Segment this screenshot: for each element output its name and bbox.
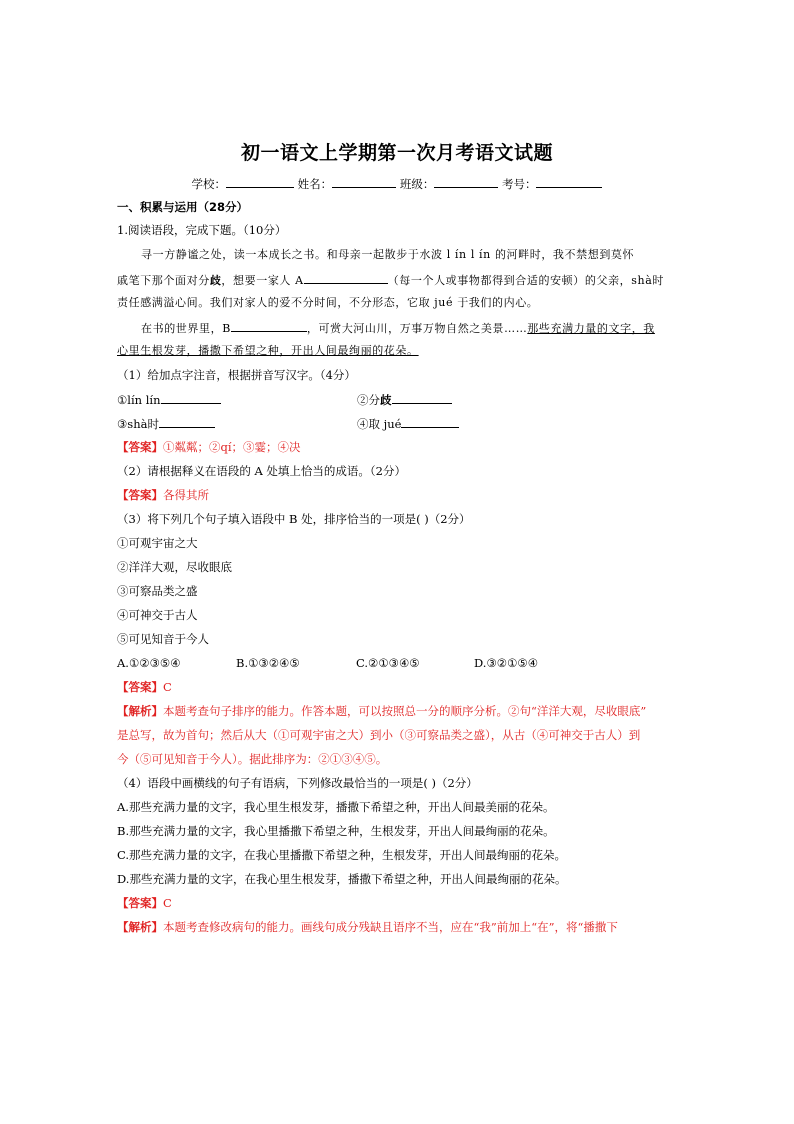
answer-line: [117, 439, 301, 455]
class-label: 班级：: [399, 177, 435, 191]
answer-line: [117, 487, 209, 503]
answer-tag: 【答案】: [117, 440, 163, 454]
analysis-tag: 【解析】: [117, 704, 163, 718]
number-blank[interactable]: [536, 175, 602, 188]
passage-text: ，可赏大河山川，万事万物自然之美景……: [306, 322, 528, 335]
sub-question-1-stem: （1）给加点字注音，根据拼音写汉字。（4分）: [117, 368, 356, 382]
choice-option-d[interactable]: D.那些充满力量的文字，在我心里生根发芽，播撒下希望之种，开出人间最绚丽的花朵。: [117, 872, 567, 886]
passage-text: ，想要一家人 A: [221, 274, 304, 287]
sentence-item: ③可察品类之盛: [117, 584, 198, 598]
answer-text: C: [163, 896, 172, 910]
choice-option-d[interactable]: D.③②①⑤④: [474, 656, 539, 670]
fill-blank[interactable]: [159, 415, 215, 428]
passage-line: [117, 271, 664, 289]
dotted-char: 歧: [380, 393, 392, 407]
class-blank[interactable]: [434, 175, 498, 188]
analysis-line: [117, 703, 646, 719]
answer-tag: 【答案】: [117, 680, 163, 694]
fill-item-a: [117, 391, 221, 408]
sentence-item: ①可观宇宙之大: [117, 536, 198, 550]
analysis-text: 是总写，故为首句；然后从大（①可观宇宙之大）到小（③可察品类之盛），从古（④可神交于古人）到: [117, 728, 641, 742]
question-1-stem: 1.阅读语段，完成下题。（10分）: [117, 223, 287, 237]
fill-item-label: ④取 jué: [357, 417, 402, 431]
fill-item-b: [357, 391, 452, 408]
answer-line: [117, 679, 172, 695]
choice-option-b[interactable]: B.那些充满力量的文字，我心里播撒下希望之种，生根发芽，开出人间最绚丽的花朵。: [117, 824, 555, 838]
passage-text: 寻一方静谧之处，读一本成长之书。和母亲一起散步于水波: [141, 248, 443, 261]
analysis-text: 本题考查句子排序的能力。作答本题，可以按照总一分的顺序分析。②句“洋洋大观，尽收眼底”: [163, 704, 647, 718]
sub-question-4-stem: （4）语段中画横线的句子有语病，下列修改最恰当的一项是( )（2分）: [117, 776, 478, 790]
answer-line: [117, 895, 172, 911]
answer-tag: 【答案】: [117, 488, 163, 502]
analysis-line: [117, 919, 618, 935]
answer-tag: 【答案】: [117, 896, 163, 910]
pinyin-text: l ín l ín: [442, 248, 495, 261]
fill-item-c: [117, 415, 215, 432]
blank-a[interactable]: [304, 271, 388, 284]
passage-text: 戚笔下那个面对分: [117, 274, 210, 287]
name-blank[interactable]: [332, 175, 396, 188]
fill-item-label: ③shà时: [117, 417, 159, 431]
analysis-text: 今（⑤可见知音于今人）。据此排序为：②①③④⑤。: [117, 752, 388, 766]
sentence-item: ⑤可见知音于今人: [117, 632, 209, 646]
fill-item-label: ②分: [357, 393, 380, 407]
fill-item-d: [357, 415, 459, 432]
passage-text: 时: [652, 274, 664, 287]
sentence-item: ④可神交于古人: [117, 608, 198, 622]
dotted-char: 歧: [209, 274, 222, 287]
analysis-tag: 【解析】: [117, 920, 163, 934]
passage-line: [117, 343, 419, 359]
passage-text: 责任感满溢心间。我们对家人的爱不分时间，不分形态，它取: [117, 296, 435, 309]
passage-text: 在书的世界里，B: [141, 322, 231, 335]
underlined-sentence: 心里生根发芽，播撒下希望之种，开出人间最绚丽的花朵。: [117, 344, 419, 357]
student-info-line: [0, 175, 794, 192]
choice-option-a[interactable]: A.那些充满力量的文字，我心里生根发芽，播撒下希望之种，开出人间最美丽的花朵。: [117, 800, 555, 814]
sentence-item: ②洋洋大观，尽收眼底: [117, 560, 232, 574]
answer-text: C: [163, 680, 172, 694]
blank-b[interactable]: [231, 319, 307, 332]
choice-option-c[interactable]: C.②①③④⑤: [356, 656, 420, 670]
passage-line: [141, 247, 634, 263]
sub-question-3-stem: （3）将下列几个句子填入语段中 B 处，排序恰当的一项是( )（2分）: [117, 512, 471, 526]
answer-text: 各得其所: [163, 488, 209, 502]
school-label: 学校：: [191, 177, 227, 191]
passage-text: 于我们的内心。: [453, 296, 539, 309]
fill-item-label: ①lín lín: [117, 393, 161, 407]
pinyin-text: shà: [631, 274, 653, 287]
passage-text: （每一个人或事物都得到合适的安顿）的父亲，: [387, 274, 632, 287]
passage-line: [117, 295, 538, 311]
pinyin-text: jué: [434, 296, 454, 309]
section-heading: 一、积累与运用（28分）: [117, 200, 249, 214]
choice-option-c[interactable]: C.那些充满力量的文字，在我心里播撒下希望之种，生根发芽，开出人间最绚丽的花朵。: [117, 848, 567, 862]
passage-text: 的河畔时，我不禁想到莫怀: [494, 248, 635, 261]
passage-line: [141, 319, 655, 337]
choice-option-a[interactable]: A.①②③⑤④: [117, 656, 181, 670]
choice-option-b[interactable]: B.①③②④⑤: [236, 656, 300, 670]
answer-text: ①粼粼；②qí；③霎；④决: [163, 440, 301, 454]
name-label: 姓名：: [297, 177, 333, 191]
number-label: 考号：: [501, 177, 537, 191]
sub-question-2-stem: （2）请根据释义在语段的 A 处填上恰当的成语。（2分）: [117, 464, 406, 478]
analysis-text: 本题考查修改病句的能力。画线句成分残缺且语序不当，应在“我”前加上“在”，将“播撒下: [163, 920, 618, 934]
school-blank[interactable]: [226, 175, 294, 188]
fill-blank[interactable]: [392, 391, 452, 404]
fill-blank[interactable]: [161, 391, 221, 404]
underlined-sentence: 那些充满力量的文字，我: [527, 322, 655, 335]
page-title: 初一语文上学期第一次月考语文试题: [240, 142, 553, 164]
fill-blank[interactable]: [401, 415, 459, 428]
